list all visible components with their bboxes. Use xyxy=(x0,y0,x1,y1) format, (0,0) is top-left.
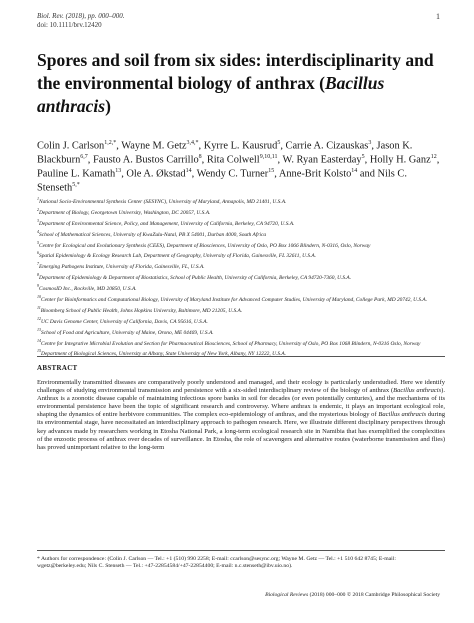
affiliation-text: Emerging Pathogens Institute, University of Florida, Gainesville, FL, U.S.A. xyxy=(39,264,205,271)
author-affiliation-marker: 3 xyxy=(368,140,372,146)
author-name: Colin J. Carlson xyxy=(37,140,105,152)
abstract-heading: ABSTRACT xyxy=(37,364,78,372)
affiliation-item xyxy=(37,228,447,239)
affiliation-item xyxy=(37,326,447,337)
doi[interactable]: doi: 10.1111/brv.12420 xyxy=(37,21,102,29)
affiliation-text: Department of Biological Sciences, University at Albany, State University of New York, Albany, NY 12222, U.S.A. xyxy=(41,351,286,358)
journal-reference xyxy=(37,12,125,30)
author-name: Wayne M. Getz xyxy=(121,140,187,152)
affiliation-item xyxy=(37,315,447,326)
affiliation-text: Centre for Ecological and Evolutionary Synthesis (CEES), Department of Biosciences, University of Oslo, PO Box 1066 Blindern, N-0316, Oslo, Norway xyxy=(39,242,371,249)
affiliation-text: UC Davis Genome Center, University of California, Davis, CA 95616, U.S.A. xyxy=(41,318,208,325)
affiliation-text: National Socio-Environmental Synthesis Center (SESYNC), University of Maryland, Annapolis, MD 21401, U.S.A. xyxy=(39,198,287,205)
affiliation-item xyxy=(37,217,447,228)
author-name: Anne-Brit Kolsto xyxy=(278,168,352,180)
affiliation-text: School of Food and Agriculture, University of Maine, Orono, ME 04469, U.S.A. xyxy=(41,329,214,336)
affiliation-text: Department of Biology, Georgetown University, Washington, DC 20057, U.S.A. xyxy=(39,209,211,216)
abstract-species-name: Bacillus anthracis xyxy=(378,411,427,419)
affiliation-text: CosmosID Inc., Rockville, MD 20850, U.S.A. xyxy=(39,285,137,292)
abstract-species-name: Bacillus anthracis xyxy=(393,387,442,395)
affiliation-item xyxy=(37,304,447,315)
affiliation-item xyxy=(37,260,447,271)
title-main: Spores and soil from six sides: interdisciplinarity and the environmental biology of anthrax ( xyxy=(37,50,434,93)
affiliation-item xyxy=(37,271,447,282)
affiliation-number: 7 xyxy=(37,261,39,267)
author-name: W. Ryan Easterday xyxy=(282,154,362,166)
author-name: Rita Colwell xyxy=(206,154,260,166)
author-name: Kyrre L. Kausrud xyxy=(203,140,278,152)
author-affiliation-marker: 13 xyxy=(115,168,122,175)
affiliation-number: 14 xyxy=(37,337,41,343)
title-close: ) xyxy=(105,96,111,116)
affiliation-item xyxy=(37,195,447,206)
affiliation-item xyxy=(37,249,447,260)
affiliation-number: 10 xyxy=(37,294,41,300)
affiliation-text: Center for Bioinformatics and Computational Biology, University of Maryland Institute for Advanced Computer Studies, University of Maryland, College Park, MD 20742, U.S.A. xyxy=(41,296,428,303)
author-affiliation-marker: 8 xyxy=(198,154,202,161)
affiliation-number: 6 xyxy=(37,250,39,256)
author-list: Colin J. Carlson$^{1,2,*}$, Wayne M. Getz$^{3,4,*}$, Kyrre L. Kausrud$^5$, Carrie A. Cizauskas$^3$, Jason K. Blackburn$^{6,7}$, Fausto A. Bustos Carrillo$^8$, Rita Colwell$^{9,10,11}$, W. Ryan Easterday$^5$, Holly H. Ganz$^{12}$, Pauline L. Kamath$^{13}$, Ole A. Økstad$^{14}$, Wendy C. Turner$^{15}$, Anne-Brit Kolsto$^{14}$ and Nils C. Stenseth$^{5,*}$ xyxy=(37,140,440,194)
author-affiliation-marker: 1,2,* xyxy=(104,140,117,146)
author-affiliation-marker: 5 xyxy=(361,154,365,161)
footer-journal: Biological Reviews xyxy=(265,592,309,598)
author-name: Ole A. Økstad xyxy=(126,168,186,180)
affiliation-number: 2 xyxy=(37,206,39,212)
affiliation-text: Spatial Epidemiology & Ecology Research Lab, Department of Geography, University of Florida, Gainesville, FL 32611, U.S.A. xyxy=(39,253,317,260)
affiliation-number: 4 xyxy=(37,228,39,234)
affiliation-text: Centre for Integrative Microbial Evolution and Section for Pharmaceutical Biosciences, School of Pharmacy, University of Oslo, PO Box 1068 Blindern, N-0316 Oslo, Norway xyxy=(41,340,421,347)
affiliation-number: 5 xyxy=(37,239,39,245)
affiliation-list xyxy=(37,195,447,358)
affiliation-number: 15 xyxy=(37,348,41,354)
author-name: Holly H. Ganz xyxy=(369,154,431,166)
affiliation-item xyxy=(37,282,447,293)
affiliation-item xyxy=(37,206,447,217)
affiliation-number: 13 xyxy=(37,326,41,332)
author-affiliation-marker: 6,7 xyxy=(80,154,88,161)
author-affiliation-marker: 14 xyxy=(351,168,358,175)
abstract-section xyxy=(37,356,445,516)
affiliation-text: Department of Environmental Science, Policy, and Management, University of California, Berkeley, CA 94720, U.S.A. xyxy=(39,220,295,227)
affiliation-text: Bloomberg School of Public Health, Johns Hopkins University, Baltimore, MD 21205, U.S.A. xyxy=(40,307,243,314)
page-footer xyxy=(265,592,440,599)
abstract-segment: Environmentally transmitted diseases are comparatively poorly understood and managed, and their ecology is particularly understudied. Here we identify challenges of studying environmental transmission and persistence with a six-sided interdisciplinary review of the biology of anthrax ( xyxy=(37,379,445,395)
affiliation-text: Department of Epidemiology & Department of Biostatistics, School of Public Health, University of California, Berkeley, CA 94720-7360, U.S.A. xyxy=(39,275,352,282)
abstract-segment: during its environmental stage, have necessitated an interdisciplinary approach to pathogen research. Here, we illustrate different disciplinary perspectives through key advances made by researchers working in Etosha National Park, a long-term ecological research site in Namibia that has exemplified the complexities of the enzootic process of anthrax over decades of surveillance. In Etosha, the role of scavengers and alternative routes (waterborne transmission and flies) has proved unimportant relative to the long-term xyxy=(37,411,445,451)
title-species: Bacillus anthracis xyxy=(37,73,385,116)
author-name: Carrie A. Cizauskas xyxy=(285,140,369,152)
affiliation-number: 9 xyxy=(37,283,39,289)
affiliation-number: 12 xyxy=(37,315,41,321)
author-affiliation-marker: 3,4,* xyxy=(186,140,199,146)
author-name: Jason K. Blackburn xyxy=(37,140,413,166)
affiliation-number: 11 xyxy=(37,304,41,310)
page-number: 1 xyxy=(436,12,440,21)
correspondence-footnote: * Authors for correspondence: (Colin J. Carlson — Tel.: +1 (510) 990 2258; E-mail: ccarlson@sesync.org; Wayne M. Getz — Tel.: +1 510 642 8745; E-mail: wgetz@berkeley.edu; Nils C. Stenseth — Tel.: +47-22854584/+47-22854400; E-mail: n.c.stenseth@ibv.uio.no). xyxy=(37,550,445,571)
author-affiliation-marker: 14 xyxy=(185,168,192,175)
author-name: Pauline L. Kamath xyxy=(37,168,116,180)
affiliation-number: 1 xyxy=(37,196,39,201)
article-title xyxy=(37,49,447,118)
abstract-segment: ). Anthrax is a zoonotic disease capable of maintaining infectious spore banks in soil for decades (or even potentially centuries), and the mechanisms of its environmental persistence have been the topic of significant research and controversy. Where anthrax is endemic, it plays an important ecological role, shaping the dynamics of entire herbivore communities. The complex eco-epidemiology of anthrax, and the mysterious biology of xyxy=(37,387,445,419)
author-affiliation-marker: 5,* xyxy=(72,182,80,189)
author-affiliation-marker: 5 xyxy=(277,140,281,146)
author-affiliation-marker: 9,10,11 xyxy=(259,154,278,161)
affiliation-number: 3 xyxy=(37,217,39,223)
author-affiliation-marker: 15 xyxy=(268,168,275,175)
abstract-text xyxy=(37,379,445,516)
affiliation-text: School of Mathematical Sciences, University of KwaZulu-Natal, PB X 54001, Durban 4000, South Africa xyxy=(39,231,267,238)
author-name: Nils C. Stenseth xyxy=(37,168,407,194)
author-affiliation-marker: 12 xyxy=(430,154,437,161)
affiliation-item xyxy=(37,293,447,304)
author-name: Wendy C. Turner xyxy=(196,168,269,180)
affiliation-item xyxy=(37,239,447,250)
author-name: Fausto A. Bustos Carrillo xyxy=(93,154,199,166)
journal-citation: Biol. Rev. (2018), pp. 000–000. xyxy=(37,12,125,20)
footer-copyright: (2018) 000–000 © 2018 Cambridge Philosophical Society xyxy=(308,592,440,598)
affiliation-item xyxy=(37,337,447,348)
affiliation-number: 8 xyxy=(37,272,39,278)
